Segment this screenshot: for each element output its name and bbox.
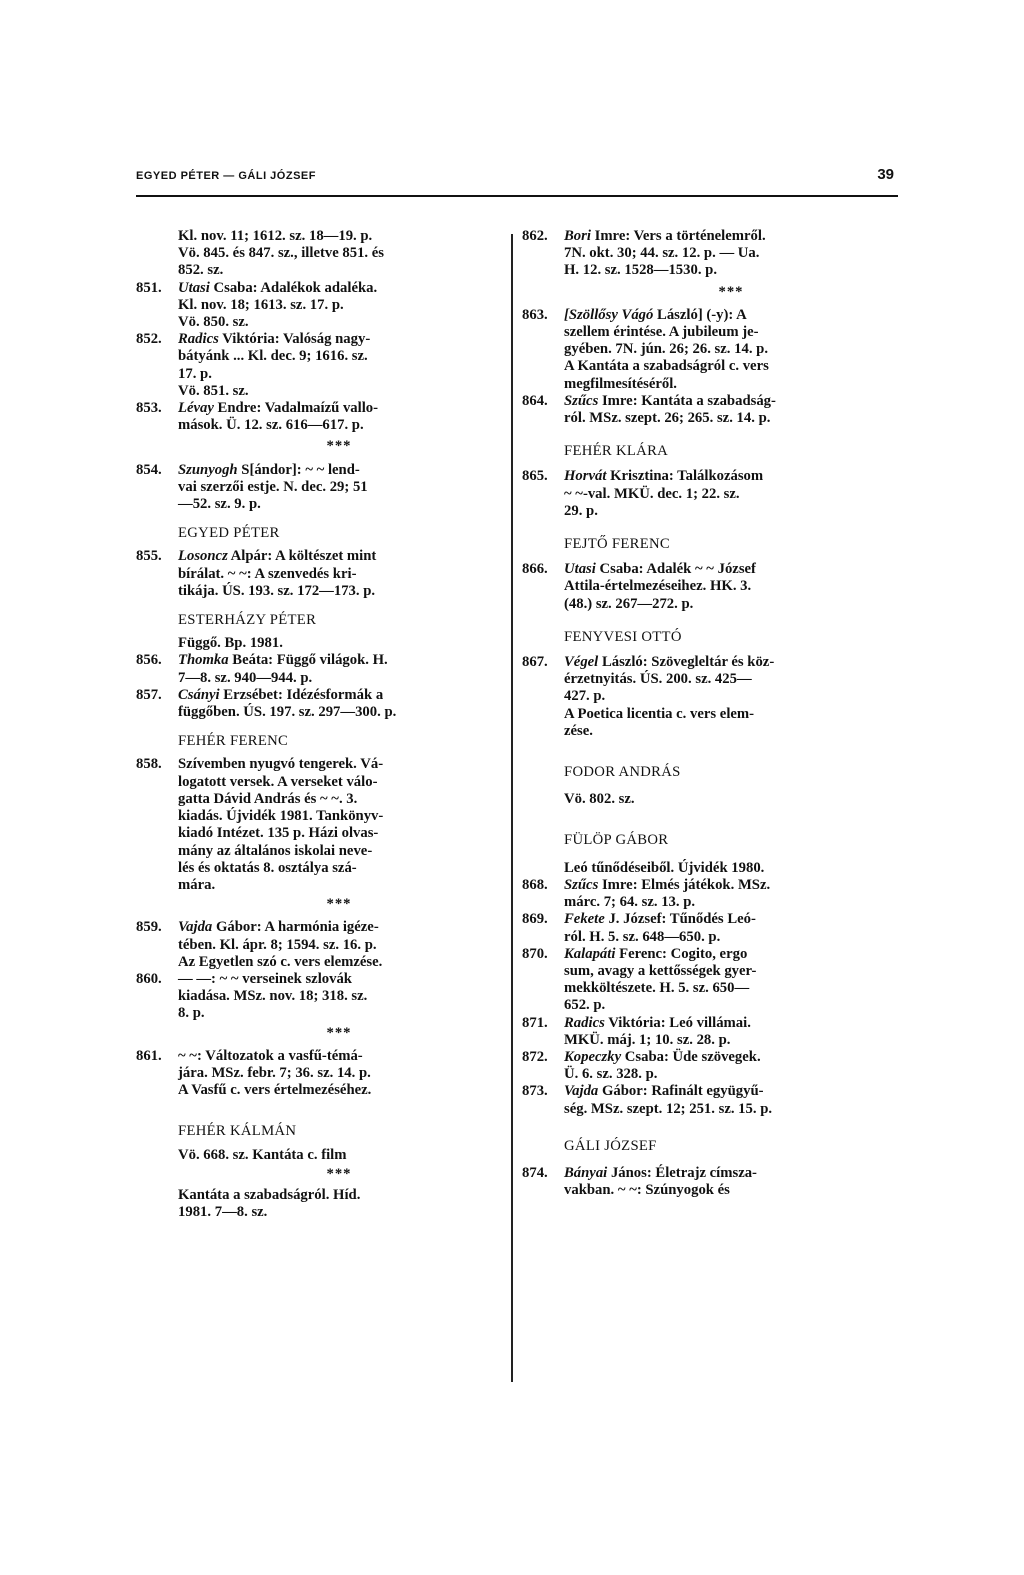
entry-number: 853. xyxy=(136,400,162,417)
entry-line: megfilmesítéséről. xyxy=(564,375,677,392)
name-heading: FEHÉR KÁLMÁN xyxy=(178,1123,297,1140)
entry-line: Ü. 6. sz. 328. p. xyxy=(564,1066,658,1083)
name-heading: FEHÉR KLÁRA xyxy=(564,443,669,460)
entry-author: Bányai xyxy=(564,1164,608,1181)
entry-line: Ferenc: Cogito, ergo xyxy=(619,945,748,962)
entry-author: Radics xyxy=(178,331,219,348)
entry-864 xyxy=(522,393,898,427)
entry-line: László] (-y): A xyxy=(657,306,747,323)
entry-line: Gábor: A harmónia igéze- xyxy=(215,919,379,936)
entry-number: 874. xyxy=(522,1164,548,1181)
separator-stars: *** xyxy=(326,438,352,455)
entry-line: Viktória: Valóság nagy- xyxy=(222,331,371,348)
entry-line: János: Életrajz címsza- xyxy=(610,1164,757,1181)
entry-860 xyxy=(136,971,500,1023)
entry-865 xyxy=(522,468,898,520)
entry-number: 864. xyxy=(522,392,548,409)
entry-line: 7N. okt. 30; 44. sz. 12. p. — Ua. xyxy=(564,245,760,262)
entry-number: 873. xyxy=(522,1083,548,1100)
entry-line: Kl. nov. 18; 1613. sz. 17. p. xyxy=(178,296,344,313)
entry-line: mára. xyxy=(178,876,216,893)
entry-author: Thomka xyxy=(178,652,229,669)
entry-line: A Kantáta a szabadságról c. vers xyxy=(564,358,769,375)
entry-line: tikája. ÚS. 193. sz. 172—173. p. xyxy=(178,582,376,599)
continuation-line: Vö. 668. sz. Kantáta c. film xyxy=(178,1146,347,1163)
entry-line: Gábor: Rafinált együgyű- xyxy=(601,1083,764,1100)
entry-number: 854. xyxy=(136,461,162,478)
continuation-line: 1981. 7—8. sz. xyxy=(178,1204,268,1221)
entry-855 xyxy=(136,548,500,600)
entry-line: gyében. 7N. jún. 26; 26. sz. 14. p. xyxy=(564,341,769,358)
page-number: 39 xyxy=(877,166,894,183)
entry-number: 857. xyxy=(136,686,162,703)
entry-line: szellem érintése. A jubileum je- xyxy=(564,324,759,341)
entry-number: 866. xyxy=(522,561,548,578)
continuation-line: Vö. 845. és 847. sz., illetve 851. és xyxy=(178,245,384,262)
entry-869 xyxy=(522,911,898,945)
column-divider xyxy=(511,234,513,1382)
continuation-line: 852. sz. xyxy=(178,262,224,279)
entry-line: kiadás. Újvidék 1981. Tankönyv- xyxy=(178,808,384,825)
running-head: EGYED PÉTER — GÁLI JÓZSEF xyxy=(136,170,316,182)
entry-856 xyxy=(136,652,500,686)
entry-line: Viktória: Leó villámai. xyxy=(608,1014,751,1031)
entry-line: sum, avagy a kettősségek gyer- xyxy=(564,962,757,979)
separator-stars: *** xyxy=(326,1024,352,1041)
entry-line: 8. p. xyxy=(178,1005,205,1022)
name-heading: EGYED PÉTER xyxy=(178,525,280,542)
entry-872 xyxy=(522,1049,898,1083)
entry-line: Attila-értelmezéseihez. HK. 3. xyxy=(564,578,752,595)
entry-line: J. József: Tűnődés Leó- xyxy=(608,911,756,928)
entry-line: Krisztina: Találkozásom xyxy=(610,468,764,485)
entry-line: ~ ~-val. MKÜ. dec. 1; 22. sz. xyxy=(564,485,740,502)
entry-line: mások. Ü. 12. sz. 616—617. p. xyxy=(178,417,364,434)
entry-number: 856. xyxy=(136,652,162,669)
entry-line: bírálat. ~ ~: A szenvedés kri- xyxy=(178,565,357,582)
entry-line: —52. sz. 9. p. xyxy=(178,496,261,513)
entry-author: Losoncz xyxy=(178,548,228,565)
entry-author: Szűcs xyxy=(564,392,599,409)
entry-line: logatott versek. A verseket válo- xyxy=(178,773,378,790)
separator-stars: *** xyxy=(326,1165,352,1182)
entry-line: érzetnyitás. ÚS. 200. sz. 425— xyxy=(564,671,752,688)
entry-862 xyxy=(522,228,898,280)
entry-line: vakban. ~ ~: Szúnyogok és xyxy=(564,1182,730,1199)
entry-line: ról. MSz. szept. 26; 265. sz. 14. p. xyxy=(564,410,771,427)
entry-line: A Poetica licentia c. vers elem- xyxy=(564,705,755,722)
name-heading: FÜLÖP GÁBOR xyxy=(564,832,669,849)
entry-number: 852. xyxy=(136,331,162,348)
entry-851 xyxy=(136,280,500,332)
entry-number: 865. xyxy=(522,468,548,485)
entry-line: Alpár: A költészet mint xyxy=(230,548,377,565)
entry-number: 859. xyxy=(136,919,162,936)
continuation-line: Vö. 802. sz. xyxy=(564,791,635,808)
continuation-line: Függő. Bp. 1981. xyxy=(178,635,283,652)
entry-line: (48.) sz. 267—272. p. xyxy=(564,595,694,612)
name-heading: ESTERHÁZY PÉTER xyxy=(178,612,317,629)
entry-868 xyxy=(522,877,898,911)
entry-line: vai szerzői estje. N. dec. 29; 51 xyxy=(178,478,368,495)
entry-line: László: Szövegleltár és köz- xyxy=(601,654,775,671)
continuation-line: Leó tűnődéseiből. Újvidék 1980. xyxy=(564,859,765,876)
entry-line: 7—8. sz. 940—944. p. xyxy=(178,669,313,686)
left-column xyxy=(136,228,500,1221)
entry-866 xyxy=(522,561,898,613)
entry-line: 652. p. xyxy=(564,997,606,1014)
entry-874 xyxy=(522,1165,898,1199)
entry-line: Imre: Elmés játékok. MSz. xyxy=(601,876,771,893)
separator-stars: *** xyxy=(326,896,352,913)
entry-867 xyxy=(522,654,898,740)
entry-author: Utasi xyxy=(564,561,596,578)
entry-line: kiadása. MSz. nov. 18; 318. sz. xyxy=(178,988,368,1005)
entry-line: ról. H. 5. sz. 648—650. p. xyxy=(564,928,721,945)
entry-line: 427. p. xyxy=(564,688,606,705)
entry-863 xyxy=(522,307,898,393)
entry-number: 868. xyxy=(522,876,548,893)
entry-number: 858. xyxy=(136,756,162,773)
entry-line: tében. Kl. ápr. 8; 1594. sz. 16. p. xyxy=(178,936,377,953)
entry-number: 861. xyxy=(136,1047,162,1064)
continuation-line: Kl. nov. 11; 1612. sz. 18—19. p. xyxy=(178,228,373,244)
entry-853 xyxy=(136,400,500,434)
entry-line: gatta Dávid András és ~ ~. 3. xyxy=(178,790,358,807)
entry-line: A Vasfű c. vers értelmezéséhez. xyxy=(178,1082,372,1099)
entry-line: ~ ~: Változatok a vasfű-témá- xyxy=(178,1047,363,1064)
entry-author: Szűcs xyxy=(564,876,599,893)
entry-870 xyxy=(522,946,898,1015)
entry-line: mekköltészete. H. 5. sz. 650— xyxy=(564,980,750,997)
entry-line: Imre: Vers a történelemről. xyxy=(594,228,766,244)
entry-line: Imre: Kantáta a szabadság- xyxy=(601,392,776,409)
entry-line: ség. MSz. szept. 12; 251. sz. 15. p. xyxy=(564,1100,773,1117)
entry-author: [Szöllősy Vágó xyxy=(564,306,654,323)
name-heading: FEJTŐ FERENC xyxy=(564,536,671,553)
entry-859 xyxy=(136,919,500,971)
entry-number: 872. xyxy=(522,1048,548,1065)
entry-line: márc. 7; 64. sz. 13. p. xyxy=(564,894,696,911)
entry-873 xyxy=(522,1083,898,1117)
entry-author: Végel xyxy=(564,654,599,671)
entry-author: Fekete xyxy=(564,911,605,928)
entry-line: Csaba: Adalék ~ ~ József xyxy=(599,561,756,578)
name-heading: GÁLI JÓZSEF xyxy=(564,1137,657,1154)
name-heading: FEHÉR FERENC xyxy=(178,733,289,750)
entry-871 xyxy=(522,1015,898,1049)
right-column xyxy=(522,228,898,1199)
entry-author: Radics xyxy=(564,1014,605,1031)
page-header xyxy=(136,166,898,196)
entry-line: mány az általános iskolai neve- xyxy=(178,842,373,859)
entry-line: Beáta: Függő világok. H. xyxy=(232,652,388,669)
entry-author: Csányi xyxy=(178,686,220,703)
continuation-line: Kantáta a szabadságról. Híd. xyxy=(178,1186,361,1203)
entry-line: — —: ~ ~ verseinek szlovák xyxy=(178,970,352,987)
entry-author: Kalapáti xyxy=(564,945,616,962)
entry-author: Vajda xyxy=(178,919,213,936)
entry-line: Szívemben nyugvó tengerek. Vá- xyxy=(178,756,384,773)
entry-number: 863. xyxy=(522,306,548,323)
entry-line: kiadó Intézet. 135 p. Házi olvas- xyxy=(178,825,379,842)
entry-number: 855. xyxy=(136,548,162,565)
header-rule xyxy=(136,195,898,197)
entry-line: Az Egyetlen szó c. vers elemzése. xyxy=(178,953,383,970)
entry-line: jára. MSz. febr. 7; 36. sz. 14. p. xyxy=(178,1064,371,1081)
entry-852 xyxy=(136,331,500,400)
entry-line: Vö. 851. sz. xyxy=(178,382,249,399)
entry-number: 870. xyxy=(522,945,548,962)
name-heading: FENYVESI OTTÓ xyxy=(564,628,682,645)
entry-line: bátyánk ... Kl. dec. 9; 1616. sz. xyxy=(178,348,368,365)
entry-line: S[ándor]: ~ ~ lend- xyxy=(241,461,360,478)
entry-861 xyxy=(136,1048,500,1100)
entry-author: Szunyogh xyxy=(178,461,238,478)
name-heading: FODOR ANDRÁS xyxy=(564,764,681,781)
entry-854 xyxy=(136,462,500,514)
entry-line: 29. p. xyxy=(564,502,598,519)
entry-number: 851. xyxy=(136,279,162,296)
entry-number: 869. xyxy=(522,911,548,928)
entry-number: 867. xyxy=(522,654,548,671)
entry-line: Csaba: Adalékok adaléka. xyxy=(213,279,378,296)
entry-author: Kopeczky xyxy=(564,1048,622,1065)
entry-author: Utasi xyxy=(178,279,210,296)
entry-858 xyxy=(136,756,500,894)
entry-number: 871. xyxy=(522,1014,548,1031)
entry-line: Vö. 850. sz. xyxy=(178,314,249,331)
entry-line: MKÜ. máj. 1; 10. sz. 28. p. xyxy=(564,1031,731,1048)
entry-author: Lévay xyxy=(178,400,214,417)
entry-line: lés és oktatás 8. osztálya szá- xyxy=(178,859,357,876)
entry-857 xyxy=(136,687,500,721)
entry-line: függőben. ÚS. 197. sz. 297—300. p. xyxy=(178,704,397,721)
entry-line: Erzsébet: Idézésformák a xyxy=(223,686,384,703)
entry-line: H. 12. sz. 1528—1530. p. xyxy=(564,262,717,279)
separator-stars: *** xyxy=(718,283,744,300)
entry-line: Endre: Vadalmaízű vallo- xyxy=(217,400,379,417)
entry-line: Csaba: Üde szövegek. xyxy=(624,1048,761,1065)
entry-number: 860. xyxy=(136,970,162,987)
entry-author: Bori xyxy=(564,228,591,244)
entry-author: Horvát xyxy=(564,468,607,485)
entry-author: Vajda xyxy=(564,1083,599,1100)
entry-number: 862. xyxy=(522,228,548,244)
entry-line: zése. xyxy=(564,722,593,739)
entry-line: 17. p. xyxy=(178,365,212,382)
